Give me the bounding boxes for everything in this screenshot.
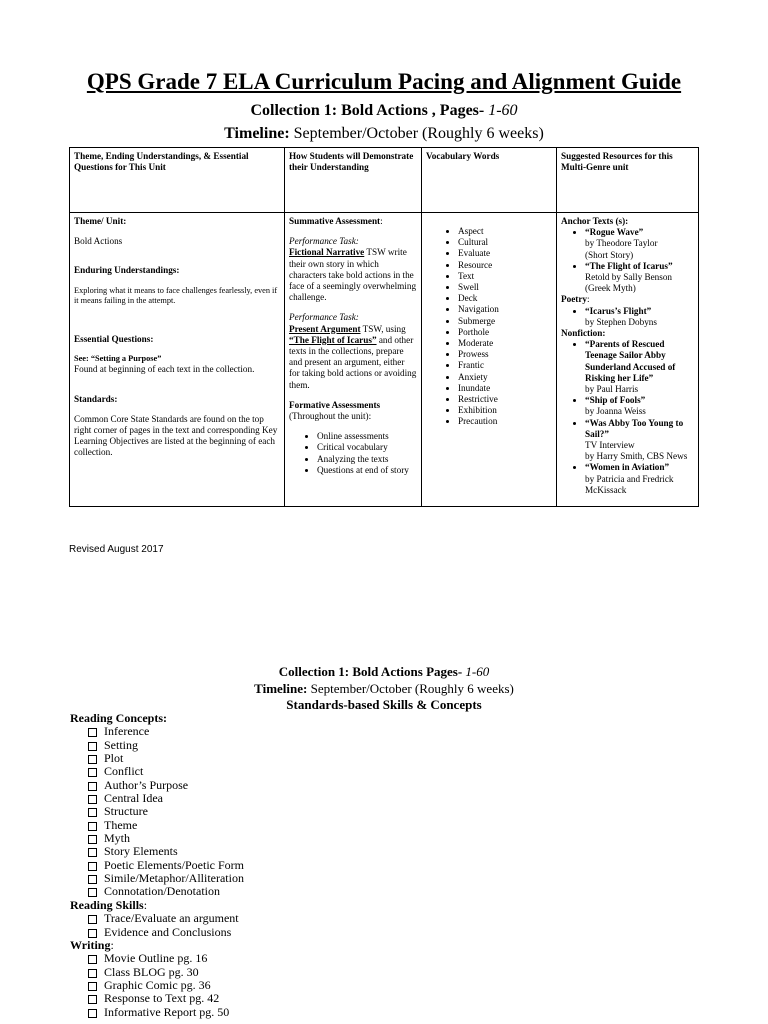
list-item [585,395,694,417]
list-item [585,261,694,295]
list-item: • Analyzing the texts [317,454,417,465]
formative-label: Formative Assessments [289,399,381,410]
resource-line: Retold by Sally Benson [585,272,673,283]
revised-note: Revised August 2017 [69,544,164,555]
checklist-item: Response to Text pg. 42 [88,992,244,1005]
reading-concepts-list [70,725,244,898]
header-resources: Suggested Resources for this Multi-Genre unit [557,148,699,213]
vocab-word: • Swell [458,282,552,293]
formative-list [289,431,417,476]
checklist-item: Setting [88,739,244,752]
vocab-word: • Frantic [458,360,552,371]
resource-title: “Rogue Wave” [585,227,644,238]
resources-cell: Anchor Texts (s): • “Rogue Wave” by Theodore Taylor (Short Story) • “The Flight of Icarus” Retold by Sally Benson (Greek Myth) Poetry: • “Icarus’s Flight” by Stephen Dobyns Nonfiction: • “Parents of Rescued Teenage Sailor Abby Sunderland Accused of Risking her Life” by Paul Harris • “Ship of Fools” by Joanna Weiss • “Was Abby Too Young to Sail?” TV Interview by Harry Smith, CBS News • “Women in Aviation” by Patricia and Fredrick McKissack [557,213,699,507]
theme-heading: Theme/ Unit: [74,216,127,226]
resource-line: by Paul Harris [585,384,639,395]
pt1-title: Fictional Narrative [289,247,365,258]
vocab-word: • Porthole [458,327,552,338]
section2-timeline-value: September/October (Roughly 6 weeks) [310,681,514,696]
resource-title: “Was Abby Too Young to Sail?” [585,417,684,439]
vocab-word: • Moderate [458,338,552,349]
standards-heading: Standards: [74,393,118,404]
section2-collection-pages: 1-60 [465,664,490,679]
resource-line: by Joanna Weiss [585,406,646,417]
checklist-item: Central Idea [88,792,244,805]
checklist-item: Evidence and Conclusions [88,926,244,939]
header-demonstrate: How Students will Demonstrate their Understanding [285,148,422,213]
essential-found: Found at beginning of each text in the collection. [74,364,255,375]
vocab-word: • Prowess [458,349,552,360]
formative-sub: (Throughout the unit): [289,411,372,422]
section2-timeline [0,681,768,697]
skills-concepts: Reading Concepts: Inference Setting Plot Conflict Author’s Purpose Central Idea Structure Theme Myth Story Elements Poetic Elements/Poetic Form Simile/Metaphor/Alliteration Connotation/Denotation Reading Skills: Trace/Evaluate an argument Evidence and Conclusions Writing: Movie Outline pg. 16 Class BLOG pg. 30 Graphic Comic pg. 36 Response to Text pg. 42 Informative Report pg. 50 [70,711,244,1019]
vocab-word: • Anxiety [458,372,552,383]
poetry-heading: Poetry [561,294,588,305]
vocab-word: • Restrictive [458,394,552,405]
timeline-heading [0,124,768,144]
checklist-item: Trace/Evaluate an argument [88,912,244,925]
anchor-list [561,227,694,294]
pt1-text: TSW write their own story in which characters take bold actions in the face of a seemingly overwhelming challenge. [289,247,417,303]
page-title: QPS Grade 7 ELA Curriculum Pacing and Alignment Guide [86,69,682,94]
resource-line: by Stephen Dobyns [585,316,657,327]
vocab-word: • Precaution [458,416,552,427]
resource-line: (Short Story) [585,249,634,260]
list-item [585,462,694,496]
checklist-item: Author’s Purpose [88,779,244,792]
resource-title: “Women in Aviation” [585,462,670,473]
pt2-text-a: TSW, using [360,323,406,334]
anchor-heading: Anchor Texts (s): [561,216,629,226]
section2-collection-label: Collection 1: Bold Actions Pages- [278,664,463,679]
checklist-item: Inference [88,725,244,738]
pt2-label: Performance Task: [289,312,359,323]
theme-value: Bold Actions [74,236,123,247]
vocab-word: • Aspect [458,226,552,237]
vocab-word: • Resource [458,260,552,271]
list-item: • Critical vocabulary [317,442,417,453]
vocab-word: • Text [458,271,552,282]
vocab-word: • Navigation [458,304,552,315]
checklist-item: Theme [88,819,244,832]
resource-title: “Icarus’s Flight” [585,305,652,316]
resource-title: “Parents of Rescued Teenage Sailor Abby Sunderland Accused of Risking her Life” [585,339,676,383]
checklist-item: Movie Outline pg. 16 [88,952,244,965]
vocab-word: • Evaluate [458,248,552,259]
nonfiction-heading: Nonfiction: [561,328,606,339]
timeline-label: Timeline: [224,125,290,142]
table-body-row [70,213,699,507]
vocab-word: • Deck [458,293,552,304]
resource-line: by Harry Smith, CBS News [585,451,688,462]
vocabulary-cell [422,213,557,507]
timeline-value: September/October (Roughly 6 weeks) [293,125,544,142]
collection-label: Collection 1: Bold Actions , Pages- [250,102,485,119]
collection-heading [0,101,768,121]
section2-timeline-label: Timeline: [254,681,308,696]
essential-heading: Essential Questions: [74,333,154,344]
section2-collection [0,664,768,680]
resource-line: by Theodore Taylor [585,238,658,249]
pt1-label: Performance Task: [289,236,359,247]
header-vocabulary: Vocabulary Words [422,148,557,213]
pt2-title: Present Argument [289,323,361,334]
resource-title: “The Flight of Icarus” [585,260,673,271]
checklist-item: Graphic Comic pg. 36 [88,979,244,992]
checklist-item: Plot [88,752,244,765]
vocab-word: • Exhibition [458,405,552,416]
checklist-item: Poetic Elements/Poetic Form [88,859,244,872]
pt2-text-b: and other texts in the collections, prepare and present an argument, either for taking bold actions or avoiding them. [289,334,417,390]
vocab-word: • Submerge [458,316,552,327]
checklist-item: Structure [88,805,244,818]
assessment-cell: Summative Assessment: Performance Task: Fictional Narrative TSW write their own story in which characters take bold actions in the face of a seemingly overwhelming challenge. Performance Task: Present Argument TSW, using “The Flight of Icarus” and other texts in the collections, prepare and present an argument, either for taking bold actions or avoiding them. Formative Assessments (Throughout the unit): • Online assessments • Critical vocabulary • Analyzing the texts • Questions at end of story [285,213,422,507]
writing-list [70,952,244,1019]
checklist-item: Connotation/Denotation [88,885,244,898]
reading-skills-heading: Reading Skills [70,897,144,912]
list-item [585,418,694,463]
resource-line: by Patricia and Fredrick McKissack [585,473,674,495]
summative-label: Summative Assessment [289,216,381,226]
list-item [585,306,694,328]
writing-heading: Writing [70,937,111,952]
checklist-item: Class BLOG pg. 30 [88,966,244,979]
reading-concepts-heading: Reading Concepts: [70,711,168,725]
resource-line: (Greek Myth) [585,283,636,294]
pt2-block [289,324,417,391]
pt1-block [289,247,417,303]
section2-subtitle: Standards-based Skills & Concepts [286,697,482,712]
list-item: • Online assessments [317,431,417,442]
curriculum-table [69,147,699,507]
list-item [585,227,694,261]
theme-cell [70,213,285,507]
header-theme: Theme, Ending Understandings, & Essential Questions for This Unit [70,148,285,213]
resource-line: TV Interview [585,440,635,451]
reading-skills-list [70,912,244,939]
standards-text: Common Core State Standards are found on the top right corner of pages in the text and corresponding Key Learning Objectives are listed at the beginning of each collection. [74,413,278,458]
vocab-word: • Cultural [458,237,552,248]
essential-see: See: “Setting a Purpose” [74,353,162,363]
vocab-word: • Inundate [458,383,552,394]
checklist-item: Conflict [88,765,244,778]
table-header-row [70,148,699,213]
checklist-item: Myth [88,832,244,845]
list-item: • Questions at end of story [317,465,417,476]
enduring-heading: Enduring Understandings: [74,265,180,276]
list-item [585,339,694,395]
nonfiction-list [561,339,694,496]
vocabulary-list [426,226,552,428]
pt2-quote: “The Flight of Icarus” [289,334,377,345]
collection-pages: 1-60 [488,102,518,119]
resource-title: “Ship of Fools” [585,395,646,406]
checklist-item: Story Elements [88,845,244,858]
checklist-item: Simile/Metaphor/Alliteration [88,872,244,885]
poetry-list [561,306,694,328]
enduring-text: Exploring what it means to face challenges fearlessly, even if it means failing in the attempt. [74,285,278,306]
checklist-item: Informative Report pg. 50 [88,1006,244,1019]
